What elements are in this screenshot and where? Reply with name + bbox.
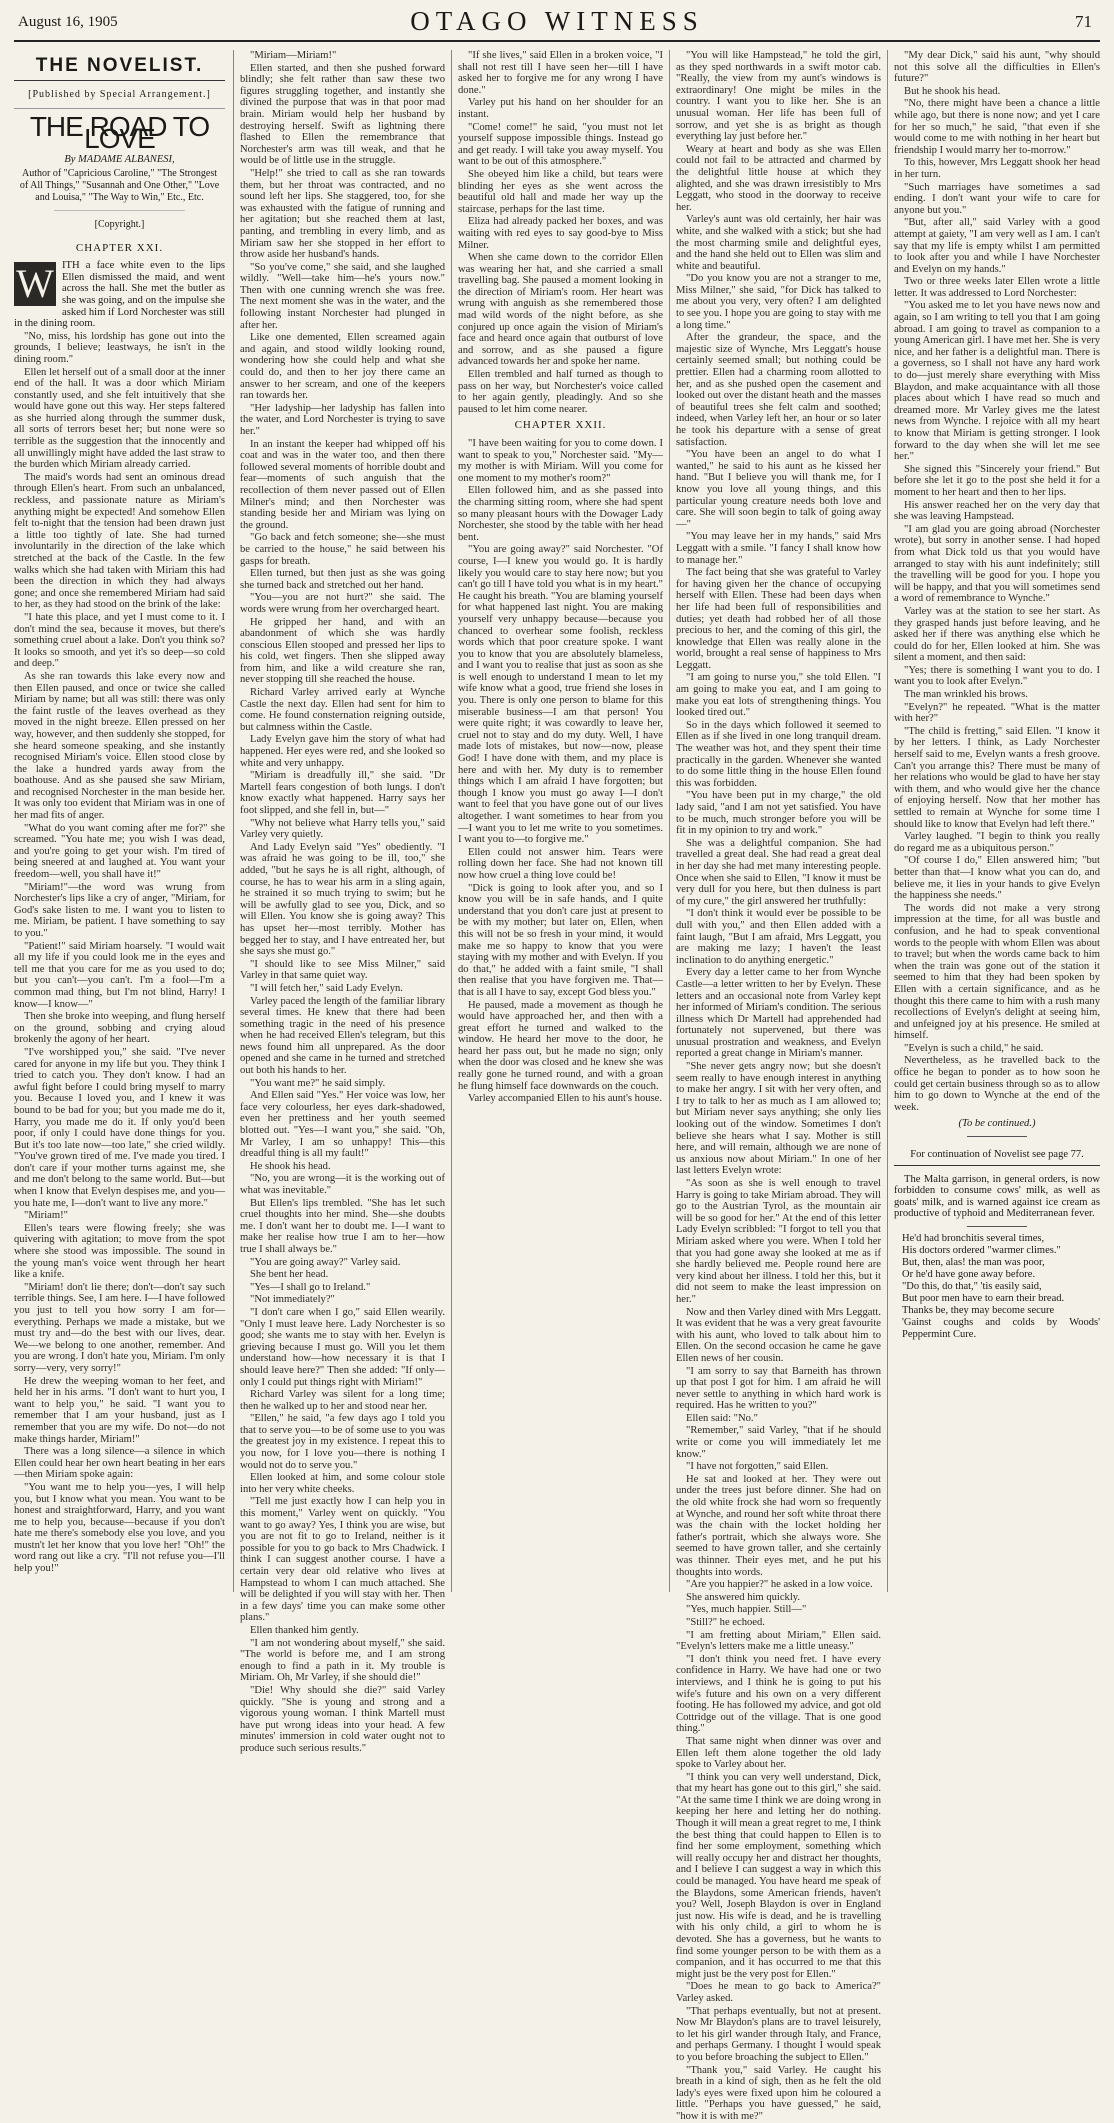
- story-paragraph: "Miriam!": [24, 1210, 68, 1222]
- poem-line: "Do this, do that," 'tis easily said,: [902, 1281, 1042, 1292]
- story-paragraph: "I don't think it would ever be possible to be dull with you," and then Ellen added with a faint laugh, "But I am afraid, Mrs Leggatt, you are making me lazy; I haven't the least inclination to do anything energetic.": [676, 908, 881, 966]
- story-paragraph: "Of course I do," Ellen answered him; "but better than that—I know what you can do, and believe me, it lies in your hands to give Evelyn the happiness she needs.": [894, 855, 1100, 902]
- story-paragraph: "You asked me to let you have news now and again, so I am writing to tell you that I am going abroad. I am going to travel as companion to a young American girl. I have met her. She is very nice, and her father is a delightful man. There is a governess, so I shall not have any hard work to do—just merely share everything with Miss Blaydon, and make acquaintance with all those places about which I have read so much and dreamed more. Mr Varley gives me the latest news from Wynche. I rejoice with all my heart to know that Miriam is getting stronger. I look forward to the day when she will let me see her.": [894, 300, 1100, 463]
- story-paragraph: Every day a letter came to her from Wynche Castle—a letter written to her by Evelyn. These letters and an occasional note from Varley kept her informed of Miriam's condition. The serious illness which Dr Martell had apprehended had fortunately not supervened, but there was unusual prostration and weakness, and Evelyn reported a great change in Miriam's manner.: [676, 967, 881, 1060]
- story-paragraph: "Are you happier?" he asked in a low voice.: [686, 1579, 873, 1591]
- column-1: [14, 50, 225, 1592]
- story-paragraph: "Yes; there is something I want you to do. I want you to look after Evelyn.": [894, 664, 1100, 688]
- rule: [967, 1226, 1027, 1227]
- story-paragraph: He shook his head.: [250, 1160, 331, 1172]
- story-paragraph: Varley put his hand on her shoulder for an instant.: [458, 97, 663, 120]
- story-paragraph: "Ellen," he said, "a few days ago I told you that to serve you—to be of some use to you was the greatest joy in my existence. I repeat this to you now, for I love you—there is nothing I would not do to serve you.": [240, 1413, 445, 1471]
- story-paragraph: Ellen said: "No.": [686, 1412, 758, 1424]
- story-paragraph: The maid's words had sent an ominous dread through Ellen's heart. From such an unbalanced, reckless, and passionate nature as Miriam's anything might be expected! And somehow Ellen felt to-night that the tension had been drawn just a little too tightly of late. She had turned involuntarily in the direction of the lake which stretched at the back of the Castle. In the few walks which she had taken with Miriam this had been the direction in which they had always gone; and once she remembered Miriam had said to her, as they had stood on the brink of the lake:: [14, 471, 225, 611]
- story-paragraph: Like one demented, Ellen screamed again and again, and stood wildly looking round, wondering how she could help and what she could do, and then to her joy there came an answer to her scream, and one of the keepers ran towards her.: [240, 332, 445, 402]
- poem-line: He'd had bronchitis several times,: [902, 1233, 1045, 1244]
- story-paragraph: "Evelyn?" he repeated. "What is the matter with her?": [894, 701, 1100, 725]
- story-paragraph: He drew the weeping woman to her feet, and held her in his arms. "I don't want to hurt you, I want to help you," he said. "I want you to remember that I am your husband, just as I remember that you are my wife. Do not—do not make things harder, Miriam!": [14, 1375, 225, 1445]
- story-paragraph: Weary at heart and body as she was Ellen could not fail to be attracted and charmed by the delightful little house at which they alighted, and she was drawn irresistibly to Mrs Leggatt, who stood in the doorway to receive her.: [676, 143, 881, 213]
- story-paragraph: To this, however, Mrs Leggatt shook her head in her turn.: [894, 157, 1100, 180]
- column-2: [233, 50, 445, 1754]
- story-paragraph: The man wrinkled his brows.: [904, 689, 1028, 701]
- story-paragraph: Ellen started, and then she pushed forward blindly; she felt rather than saw these two figures struggling together, and instantly she divined the purpose that was in that poor mad brain. Miriam would help her husband by destroying herself. Swift as lightning there flashed to Ellen the remembrance that Norchester's arm was till weak, and that he would be of little use in the struggle.: [240, 62, 445, 167]
- story-paragraph: Ellen thanked him gently.: [250, 1624, 359, 1636]
- story-paragraph: "My dear Dick," said his aunt, "why should not this solve all the difficulties in Ellen's future?": [894, 50, 1100, 85]
- story-paragraph: "You have been an angel to do what I wanted," he said to his aunt as he kissed her hand. "But I believe you will thank me, for I know you love all young things, and this particular young creature needs both love and care. She will soon begin to talk of going away—": [676, 449, 881, 530]
- story-paragraph: Ellen let herself out of a small door at the inner end of the hall. It was a door which Miriam constantly used, and she felt intuitively that she would have gone out this way. Her steps faltered as she hurried along through the summer dusk, all sorts of terrors beset her; but none were so terrible as the suggestion that the innocently and all unwillingly might have added the last straw to the burden which Miriam already carried.: [14, 366, 225, 471]
- story-paragraph: The fact being that she was grateful to Varley for having given her the chance of occupying herself with Ellen. These had been days when her life had been full of responsibilities and duties; yet death had robbed her of all those precious to her, and the coming of this girl, the knowledge that Ellen was really alone in the world, brought a real sense of happiness to Mrs Leggatt.: [676, 567, 881, 671]
- story-paragraph: "You may leave her in my hands," said Mrs Leggatt with a smile. "I fancy I shall know how to manage her.": [676, 531, 881, 566]
- story-paragraph: Varley's aunt was old certainly, her hair was white, and she walked with a stick; but she had the most charming smile and delightful eyes, and the hand she held out to Ellen was slim and white and beautiful.: [676, 214, 881, 272]
- column-1-body: [14, 331, 225, 1575]
- story-paragraph: Ellen could not answer him. Tears were rolling down her face. She had not known till now how cruel a thing love could be!: [458, 846, 663, 881]
- story-paragraph: "I will fetch her," said Lady Evelyn.: [250, 982, 403, 994]
- story-paragraph: "Miriam! don't lie there; don't—don't say such terrible things. See, I am here. I—I have followed you just to tell you how sorry I am for—everything. Perhaps we made a mistake, but we must try and—do the best with our lives, dear. We—we belong to one another, remember. And you are wrong. I don't hate you, Miriam. I'm only sorry—very, very sorry!": [14, 1281, 225, 1374]
- story-paragraph: Varley accompanied Ellen to his aunt's house.: [468, 1093, 663, 1105]
- story-paragraph: "That perhaps eventually, but not at present. Now Mr Blaydon's plans are to travel leisurely, to let his girl wander through Italy, and France, and perhaps Germany. I thought I would speak to you before broaching the subject to Ellen.": [676, 2005, 881, 2063]
- page-number: 71: [1075, 12, 1092, 31]
- story-paragraph: "You will like Hampstead," he told the girl, as they sped northwards in a swift motor cab. "Really, the view from my aunt's windows is extraordinary! One might be miles in the country. I want you to like her. She is an unusual woman. Her life has been full of sorrow, and yet she is as bright as though everything lay just before her.": [676, 50, 881, 143]
- story-paragraph: "Not immediately?": [250, 1294, 335, 1306]
- advertisement-poem: [894, 1233, 1100, 1341]
- story-paragraph: "I am glad you are going abroad (Norchester wrote), but sorry in another sense. I had hoped from what Dick told us that you would have arranged to stay with his aunt indefinitely; still the travelling will be good for you. I hope you will be happy, and that you will sometimes send a word of remembrance to Wynche.": [894, 523, 1100, 605]
- column-3-body-a: [458, 50, 663, 415]
- story-paragraph: "I should like to see Miss Milner," said Varley in that same quiet way.: [240, 958, 445, 982]
- column-5: [887, 50, 1100, 1592]
- story-paragraph: Varley paced the length of the familiar library several times. He knew that there had been something tragic in the need of his presence when he had received Ellen's telegram, but this news found him all unprepared. As the door opened and she came in he turned and stretched out both his hands to her.: [240, 995, 445, 1077]
- column-4: [669, 50, 881, 2122]
- section-title: THE NOVELIST.: [14, 50, 225, 81]
- copyright-note: [Copyright.]: [54, 210, 185, 239]
- story-paragraph: His answer reached her on the very day that she was leaving Hampstead.: [894, 499, 1100, 523]
- chapter-heading-21: CHAPTER XXI.: [75, 241, 164, 254]
- rule: [967, 1136, 1027, 1137]
- story-paragraph: "I don't think you need fret. I have every confidence in Harry. We have had one or two interviews, and I think he is going to put his wife's future and his own on a very different footing. He has followed my advice, and got old Cottridge out of the village. That is one good thing.": [676, 1653, 881, 1735]
- malta-note: The Malta garrison, in general orders, is now forbidden to consume cows' milk, as well as goats' milk, and is warned against ice cream as productive of typhoid and Mediterranean fever.: [894, 1173, 1100, 1220]
- story-paragraph: "No, there might have been a chance a little while ago, but there is none now; and yet I care for her so much," he said, "that even if she would come to me with nothing in her heart but friendship I would marry her to-morrow.": [894, 98, 1100, 156]
- opening-text: ITH a face white even to the lips Ellen dismissed the maid, and went across the hall. She met the butler as she was going, and on the impulse she asked him if Lord Norchester was still in the dining room.: [14, 260, 225, 330]
- story-paragraph: "Thank you," said Varley. He caught his breath in a kind of sigh, then as he felt the old lady's eyes were fixed upon him he coloured a little. "Perhaps you have guessed," he said, "how it is with me?": [676, 2064, 881, 2122]
- story-paragraph: "You are going away?" Varley said.: [250, 1256, 401, 1268]
- issue-date: August 16, 1905: [18, 14, 118, 30]
- story-paragraph: Now and then Varley dined with Mrs Leggatt. It was evident that he was a very great favourite with his aunt, who loved to talk about him to Ellen. On the second occasion he came he gave Ellen news of her cousin.: [676, 1306, 881, 1364]
- story-paragraph: "You—you are not hurt?" she said. The words were wrung from her overcharged heart.: [240, 592, 445, 615]
- story-paragraph: "As soon as she is well enough to travel Harry is going to take Miriam abroad. They will go to the Austrian Tyrol, as the mountain air will be so good for her." At the end of this letter Lady Evelyn scribbled: "I forgot to tell you that Miriam asked where you were. When I told her that you had gone away she looked at me as if she hardly believed me. People round here are very kind about her illness. I told her this, but it did not seem to make the least impression on her.": [676, 1178, 881, 1305]
- poem-line: Thanks be, they may become secure: [902, 1305, 1055, 1316]
- story-paragraph: "Die! Why should she die?" said Varley quickly. "She is young and strong and a vigorous young woman. I think Martell must have put wrong ideas into your head. A few minutes' immersion in cold water ought not to produce such serious results.": [240, 1684, 445, 1754]
- story-paragraph: "You have been put in my charge," the old lady said, "and I am not yet satisfied. You have to be much, much stronger before you will be fit in my opinion to try and work.": [676, 790, 881, 837]
- story-paragraph: He gripped her hand, and with an abandonment of which she was hardly conscious Ellen stooped and pressed her lips to his cold, wet fingers. Then she slipped away from him, and like a wild creature she ran, never stopping till she reached the house.: [240, 616, 445, 686]
- story-paragraph: But he shook his head.: [904, 85, 1001, 97]
- story-paragraph: "Evelyn is such a child," he said.: [904, 1042, 1044, 1054]
- column-3-body-b: [458, 438, 663, 1105]
- story-paragraph: She was a delightful companion. She had travelled a great deal. She had read a great deal in her day she had met many interesting people. Once when she said to Ellen, "I know it must be very dull for you here, but then dulness is part of my cure," the girl answered her truthfully:: [676, 837, 881, 907]
- story-paragraph: "Still?" he echoed.: [686, 1616, 765, 1628]
- story-paragraph: "Such marriages have sometimes a sad ending. I don't want your wife to care for anyone but you.": [894, 181, 1100, 216]
- story-paragraph: "Dick is going to look after you, and so I know you will be in safe hands, and I quite understand that you don't care just at present to be with my mother; but later on, Ellen, when this will not be so fresh in your mind, it would make me so happy to know that you were staying with my mother and with Evelyn. If you do that," he added with a faint smile, "I shall then realise that you have forgiven me. That—that is all I have to say, except God bless you.": [458, 882, 663, 998]
- story-paragraph: Varley laughed. "I begin to think you really do regard me as a ubiquitous person.": [894, 831, 1100, 854]
- story-paragraph: Then she broke into weeping, and flung herself on the ground, sobbing and crying aloud brokenly the agony of her heart.: [14, 1011, 225, 1046]
- story-paragraph: Ellen turned, but then just as she was going she turned back and stretched out her hand.: [240, 568, 445, 591]
- story-author: By MADAME ALBANESI,: [64, 154, 175, 166]
- story-paragraph: After the grandeur, the space, and the majestic size of Wynche, Mrs Leggatt's house certainly seemed small; but nothing could be prettier. Ellen had a charming room allotted to her, and as she pushed open the casement and looked out over the distant heath and the masses of beautiful trees she felt calm and soothed; indeed, when Varley left her, an hour or so later he took his departure with a sense of great satisfaction.: [676, 332, 881, 448]
- story-paragraph: Eliza had already packed her boxes, and was waiting with red eyes to say good-bye to Miss Milner.: [458, 216, 663, 251]
- page-columns: [14, 50, 1100, 2122]
- story-paragraph: "Remember," said Varley, "that if he should write or come you will immediately let me know.": [676, 1425, 881, 1460]
- story-paragraph: "Help!" she tried to call as she ran towards them, but her throat was contracted, and no sound left her lips. She staggered, too, for she was exhausted with the fatigue of running and her agitation; but she reached them at last, panting, and trembling in every limb, and as Miriam saw her she stopped in her effort to throw aside her husband's hands.: [240, 167, 445, 261]
- story-paragraph: "I am going to nurse you," she told Ellen. "I am going to make you eat, and I am going to make you eat lots of strengthening things. You looked tired out.": [676, 672, 881, 719]
- story-paragraph: She bent her head.: [250, 1269, 329, 1281]
- story-paragraph: He paused, made a movement as though he would have approached her, and then with a great effort he turned and walked to the window. He heard her move to the door, he heard her pass out, but he made no sign; only when the door was closed and he knew she was really gone he turned round, and with a groan he flung himself face downwards on the couch.: [458, 999, 663, 1092]
- story-paragraph: "Why not believe what Harry tells you," said Varley very quietly.: [240, 817, 445, 841]
- column-5-body: [894, 50, 1100, 1113]
- story-paragraph: "She never gets angry now; but she doesn't seem really to have enough interest in anything to make her angry. I sit with her very often, and I try to talk to her as much as I am allowed to; but Miriam never says anything; she only lies looking out of the window. Sometimes I don't believe she hears what I say. Mother is still here, and will remain, although we are none of us anxious now about Miriam." In one of her last letters Evelyn wrote:: [676, 1061, 881, 1177]
- story-paragraph: And Lady Evelyn said "Yes" obediently. "I was afraid he was going to be ill, too," she added, "but he says he is all right, although, of course, he has to wear his arm in a sling again, he strained it so much trying to swim; but he will be awfully glad to see you, Dick, and so will Ellen. You know she is going away? This has upset her—most terribly. Mother has begged her to stay, and I have entreated her, but she says she must go.": [240, 841, 445, 958]
- column-4-body: [676, 50, 881, 2123]
- story-paragraph: "Miriam!"—the word was wrung from Norchester's lips like a cry of anger, "Miriam, for God's sake listen to me. I want you to listen to me. Miriam, be patient. I have something to say to you.": [14, 881, 225, 939]
- story-paragraph: "What do you want coming after me for?" she screamed. "You hate me; you wish I was dead, and you're going to get your wish. I'm tired of being sneered at and laughed at. You want your freedom—well, you shall have it!": [14, 822, 225, 881]
- story-paragraph: "Yes—I shall go to Ireland.": [250, 1281, 371, 1293]
- story-paragraph: "No, you are wrong—it is the working out of what was inevitable.": [240, 1173, 445, 1196]
- story-paragraph: "I have been waiting for you to come down. I want to speak to you," Norchester said. "My—my mother is with Miriam. Will you come for one moment to my mother's room?": [458, 438, 663, 484]
- story-paragraph: She obeyed him like a child, but tears were blinding her eyes as she went across the beautiful old hall and made her way up the staircase, perhaps for the last time.: [458, 168, 663, 215]
- story-paragraph: "Yes, much happier. Still—": [686, 1604, 807, 1616]
- column-3: [451, 50, 663, 1592]
- story-paragraph: "I've worshipped you," she said. "I've never cared for anyone in my life but you. They think I tried to catch you. They don't know. I had an awful fight before I could bring myself to marry you. Because I loved you, and I knew it was bound to be bad for you; but you made me do it, Harry, you made me do it. If only you'd been poor, if only I could have done things for you. But it's too late now—too late," she cried wildly. "You've grown tired of me. I've made you tired. I don't care if your mother turns against me, she and me don't belong to the same world. But—but when I know that Evelyn despises me, and you—you hate me, I—don't want to live any more.": [14, 1046, 225, 1209]
- story-paragraph: In an instant the keeper had whipped off his coat and was in the water too, and then there followed several moments of horrible doubt and fear—moments of such anguish that the recollection of them never passed out of Ellen Milner's mind; and then Norchester was standing beside her and Miriam was lying on the ground.: [240, 438, 445, 531]
- story-paragraph: As she ran towards this lake every now and then Ellen paused, and once or twice she called Miriam by name; but all was still: there was only the faint rustle of the leaves overhead as they moved in the night breeze. Ellen pressed on her way, however, and then suddenly she stopped, for she heard someone speaking, and she instantly recognised Miriam's voice. Ellen stood close by the lake a hundred yards away from the boathouse. And as she paused she saw Miriam, and recognised Norchester in the man beside her. It was only too evident that Miriam was in one of her mad fits of anger.: [14, 670, 225, 822]
- to-be-continued: (To be continued.): [958, 1118, 1036, 1130]
- story-paragraph: Ellen followed him, and as she passed into the charming sitting room, where she had spent so many pleasant hours with the Dowager Lady Norchester, she stood by the table with her head bent.: [458, 485, 663, 543]
- story-paragraph: "I am not wondering about myself," she said. "The world is before me, and I am strong enough to find a path in it. My trouble is Miriam. Oh, Mr Varley, if she should die!": [240, 1637, 445, 1684]
- story-paragraph: She signed this "Sincerely your friend." But before she let it go to the post she held it for a moment to her heart and then to her lips.: [894, 463, 1100, 498]
- story-paragraph: "I hate this place, and yet I must come to it. I don't mind the sea, because it moves, but there's something cruel about a lake. Don't you think so? It looks so smooth, and yet it's so deep—so cold and deep.": [14, 611, 225, 670]
- story-paragraph: "Do you know you are not a stranger to me, Miss Milner," she said, "for Dick has talked to me about you very, very often? I am delighted to see you. I hope you are going to stay with me a long time.": [676, 273, 881, 331]
- story-paragraph: "Go back and fetch someone; she—she must be carried to the house," he said between his gasps for breath.: [240, 532, 445, 567]
- story-paragraph: So in the days which followed it seemed to Ellen as if she lived in one long tranquil dream. The weather was hot, and they spent their time practically in the garden. Whenever she wanted to do some little thing in the house Ellen found this was forbidden.: [676, 719, 881, 789]
- published-note: [Published by Special Arrangement.]: [14, 81, 225, 110]
- story-paragraph: Varley was at the station to see her start. As they grasped hands just before leaving, and he asked her if there was anything else which he could do for her, Ellen looked at him. She was silent a moment, and then said:: [894, 605, 1100, 664]
- story-paragraph: She answered him quickly.: [686, 1591, 801, 1603]
- story-paragraph: "I don't care when I go," said Ellen wearily. "Only I must leave here. Lady Norchester is so good; she wants me to stay with her. Evelyn is grieving because I must go. Will you let them understand how—how necessary it is that I should leave here?" Then she added: "If only—only I could put things right with Miriam!": [240, 1306, 445, 1388]
- story-paragraph: The words did not make a very strong impression at the time, for all was bustle and confusion, and he had to speak conventional words to the people with whom Ellen was about to travel; but when the words came back to him when the train was gone out of the station it seemed to him that they had been spoken by Ellen with a certain significance, and as he thought this there came to him with a rush many recollections of Evelyn's delight at seeing him, and unfeigned joy at his presence. He smiled at himself.: [894, 902, 1100, 1042]
- story-paragraph: And Ellen said "Yes." Her voice was low, her face very colourless, her eyes dark-shadowed, even her prettiness and her youth seemed blotted out. "Yes—I want you," she said. "Oh, Mr Varley, I am so unhappy! This—this dreadful thing is all my fault!": [240, 1090, 445, 1160]
- story-paragraph: Richard Varley arrived early at Wynche Castle the next day. Ellen had sent for him to come. He found consternation reigning outside, but calmness within the Castle.: [240, 687, 445, 733]
- story-paragraph: That same night when dinner was over and Ellen left them alone together the old lady spoke to Varley about her.: [676, 1735, 881, 1771]
- story-paragraph: "Tell me just exactly how I can help you in this moment," Varley went on quickly. "You want to go away? Yes, I think you are wise, but you are not fit to go to Ireland, neither is it possible for you to go back to Mrs Chadwick. I think I can suggest another course. I have a certain very dear old relative who lives at Hampstead to whom I can much attached. She will be delighted if you will stay with her. Then in a few days' time you can make some other plans.": [240, 1496, 445, 1624]
- story-paragraph: "You want me?" he said simply.: [250, 1077, 386, 1089]
- poem-line: 'Gainst coughs and colds by Woods' Peppermint Cure.: [902, 1317, 1100, 1340]
- chapter-heading-22: CHAPTER XXII.: [514, 419, 607, 432]
- story-paragraph: "So you've come," she said, and she laughed wildly. "Well—take him—he's yours now." Then with one cunning wrench she was free. The next moment she was in the water, and the following instant Norchester had plunged in after her.: [240, 261, 445, 331]
- story-paragraph: There was a long silence—a silence in which Ellen could hear her own heart beating in her ears—then Miriam spoke again:: [14, 1446, 225, 1481]
- story-paragraph: Ellen's tears were flowing freely; she was quivering with agitation; to move from the spot where she stood was impossible. The sound in the young man's voice went through her heart like a knife.: [14, 1222, 225, 1281]
- continuation-note: For continuation of Novelist see page 77.: [894, 1143, 1100, 1166]
- poem-line: But poor men have to earn their bread.: [902, 1293, 1065, 1304]
- story-paragraph: "Her ladyship—her ladyship has fallen into the water, and Lord Norchester is trying to save her.": [240, 402, 445, 437]
- story-paragraph: "I am sorry to say that Barneith has thrown up that post I got for him. I am afraid he will never settle to anything in which hard work is required. Has he written to you?": [676, 1365, 881, 1412]
- story-paragraph: "Come! come!" he said, "you must not let yourself suppose impossible things. Instead go and get ready. I will take you away myself. You want to be out of this atmosphere.": [458, 121, 663, 168]
- story-paragraph: When she came down to the corridor Ellen was wearing her hat, and she carried a small travelling bag. She paused a moment looking in the direction of Miriam's room. Her heart was wrung with anguish as she remembered those mad wild words of the night before, as she conjured up once again the vision of Miriam's face and heard once again that outburst of love and sorrow, and as she paused a figure advanced towards her and spoke her name.: [458, 252, 663, 368]
- story-paragraph: "Does he mean to go back to America?" Varley asked.: [676, 1981, 881, 2004]
- story-paragraph: Nevertheless, as he travelled back to the office he began to ponder as to how soon he could get certain business through so as to allow him to go down to Wynche at the end of the week.: [894, 1055, 1100, 1113]
- story-paragraph: Ellen trembled and half turned as though to pass on her way, but Norchester's voice called to her again gently, pleadingly. And so she paused to let him come nearer.: [458, 369, 663, 415]
- column-2-body: [240, 50, 445, 1755]
- story-paragraph: "You want me to help you—yes, I will help you, but I know what you mean. You want to be honest and straightforward, Harry, and you want me to help you, because—because if you don't hate me there's somebody else you love, and you mustn't let her know that you love her! "Oh!" the word rang out like a cry. "I'll not refuse you—I'll help you!": [14, 1481, 225, 1575]
- story-paragraph: Ellen looked at him, and some colour stole into her very white cheeks.: [240, 1472, 445, 1495]
- story-paragraph: "I am fretting about Miriam," Ellen said. "Evelyn's letters make me a little uneasy.": [676, 1629, 881, 1653]
- story-paragraph: "But, after all," said Varley with a good attempt at gaiety, "I am very well as I am. I can't say that my life is empty whilst I am permitted to look after you and while I have Norchester and Evelyn on my hands.": [894, 217, 1100, 275]
- story-paragraph: "I think you can very well understand, Dick, that my heart has gone out to this girl," she said. "At the same time I think we are doing wrong in keeping her here and letting her do nothing. Though it will mean a great regret to me, I think the best thing that could happen to Ellen is to find her some employment, something which will really occupy her and distract her thoughts, and I believe I can suggest a way in which this could be managed. You have heard me speak of the Blaydons, some American friends, haven't you? Well, Joseph Blaydon is over in England just now. His wife is dead, and he is travelling with his only child, a girl to whom he is devoted. She has a governess, but he wants to find some younger person to be with them as a companion, and it has occurred to me that this might just be the very post for Ellen.": [676, 1771, 881, 1980]
- poem-line: But, then, alas! the man was poor,: [902, 1257, 1045, 1268]
- drop-cap: W: [14, 262, 56, 306]
- poem-line: His doctors ordered "warmer climes.": [902, 1245, 1061, 1256]
- newspaper-title: OTAGO WITNESS: [410, 6, 704, 36]
- story-paragraph: "If she lives," said Ellen in a broken voice, "I shall not rest till I have seen her—till I have asked her to forgive me for any wrong I have done.": [458, 50, 663, 96]
- story-paragraph: He sat and looked at her. They were out under the trees just before dinner. She had on the old white frock she had worn so frequently at Wynche, and round her soft white throat there was the chain with the locket holding her father's portrait, which she always wore. She seemed to have grown taller, and she certainly was thinner. Their eyes met, and he put his thoughts into words.: [676, 1473, 881, 1578]
- story-paragraph: "No, miss, his lordship has gone out into the grounds, I believe; leastways, he isn't in the dining room.": [14, 330, 225, 365]
- story-paragraph: "I have not forgotten," said Ellen.: [686, 1461, 829, 1473]
- story-paragraph: "Miriam—Miriam!": [250, 50, 337, 61]
- masthead-rule: [14, 40, 1100, 42]
- story-paragraph: "Patient!" said Miriam hoarsely. "I would wait all my life if you could look me in the eyes and tell me that you care for me as you used to do; but you can't—you can't. I'm a fool—I'm a common mad thing, but I'm not blind, Harry! I know—I know—": [14, 940, 225, 1010]
- chapter-21-opening: [14, 260, 225, 330]
- story-paragraph: Richard Varley was silent for a long time; then he walked up to her and stood near her.: [240, 1389, 445, 1412]
- story-paragraph: But Ellen's lips trembled. "She has let such cruel thoughts into her mind. She—she doubts me. I don't want her to doubt me. I—I want to make her realise how true I am to her—how true I shall always be.": [240, 1197, 445, 1255]
- story-paragraph: Lady Evelyn gave him the story of what had happened. Her eyes were red, and she looked so white and very unhappy.: [240, 734, 445, 769]
- masthead: [0, 0, 1114, 44]
- poem-line: Or he'd have gone away before.: [902, 1269, 1036, 1280]
- story-paragraph: "You are going away?" said Norchester. "Of course, I—I knew you would go. It is hardly likely you would care to stay here now; but you can't go till I have told you what is in my heart." He caught his breath. "You are blaming yourself for what happened last night. You are making yourself very unhappy because—because you chanced to overhear some foolish, reckless words which that poor creature spoke. I want you to know that you are absolutely blameless, and I want you to realise that just as soon as she is well enough to understand I mean to let my wife know what a good, true friend she loses in you. There is only one person to blame for this miserable business—I am that person! You were quite right; it was cowardly to leave her, cruel not to stay and do my duty. Well, I have made lots of mistakes, but now—now, please God! I have done with them, and my place is here and with her. My duty is to remember things which I am afraid I have forgotten; but though I know you must go away I—I don't want to feel that you have gone out of our lives altogether. I want sometimes to hear from you—I want you to let me write to you sometimes. I want you to—to forgive me.": [458, 544, 663, 846]
- story-paragraph: Two or three weeks later Ellen wrote a little letter. It was addressed to Lord Norchester:: [894, 276, 1100, 299]
- story-paragraph: "The child is fretting," said Ellen. "I know it by her letters. I think, as Lady Norchester herself said to me, Evelyn wants a fresh groove. Can't you arrange this? There must be many of her relations who would be glad to have her stay with them, and who would give her the chance of enjoying herself. Now that her mother has settled to remain at Wynche for some time I should like to know that Evelyn had left there.": [894, 725, 1100, 830]
- story-title: THE ROAD TO LOVE: [29, 111, 210, 154]
- story-paragraph: "Miriam is dreadfully ill," she said. "Dr Martell fears congestion of both lungs. I don't know exactly what happened. Harry says her foot slipped, and she fell in, but—": [240, 770, 445, 816]
- author-credits: Author of "Capricious Caroline," "The Strongest of All Things," "Susannah and One Other," "Love and Louisa," "The Way to Win," Etc., Etc.: [19, 167, 220, 203]
